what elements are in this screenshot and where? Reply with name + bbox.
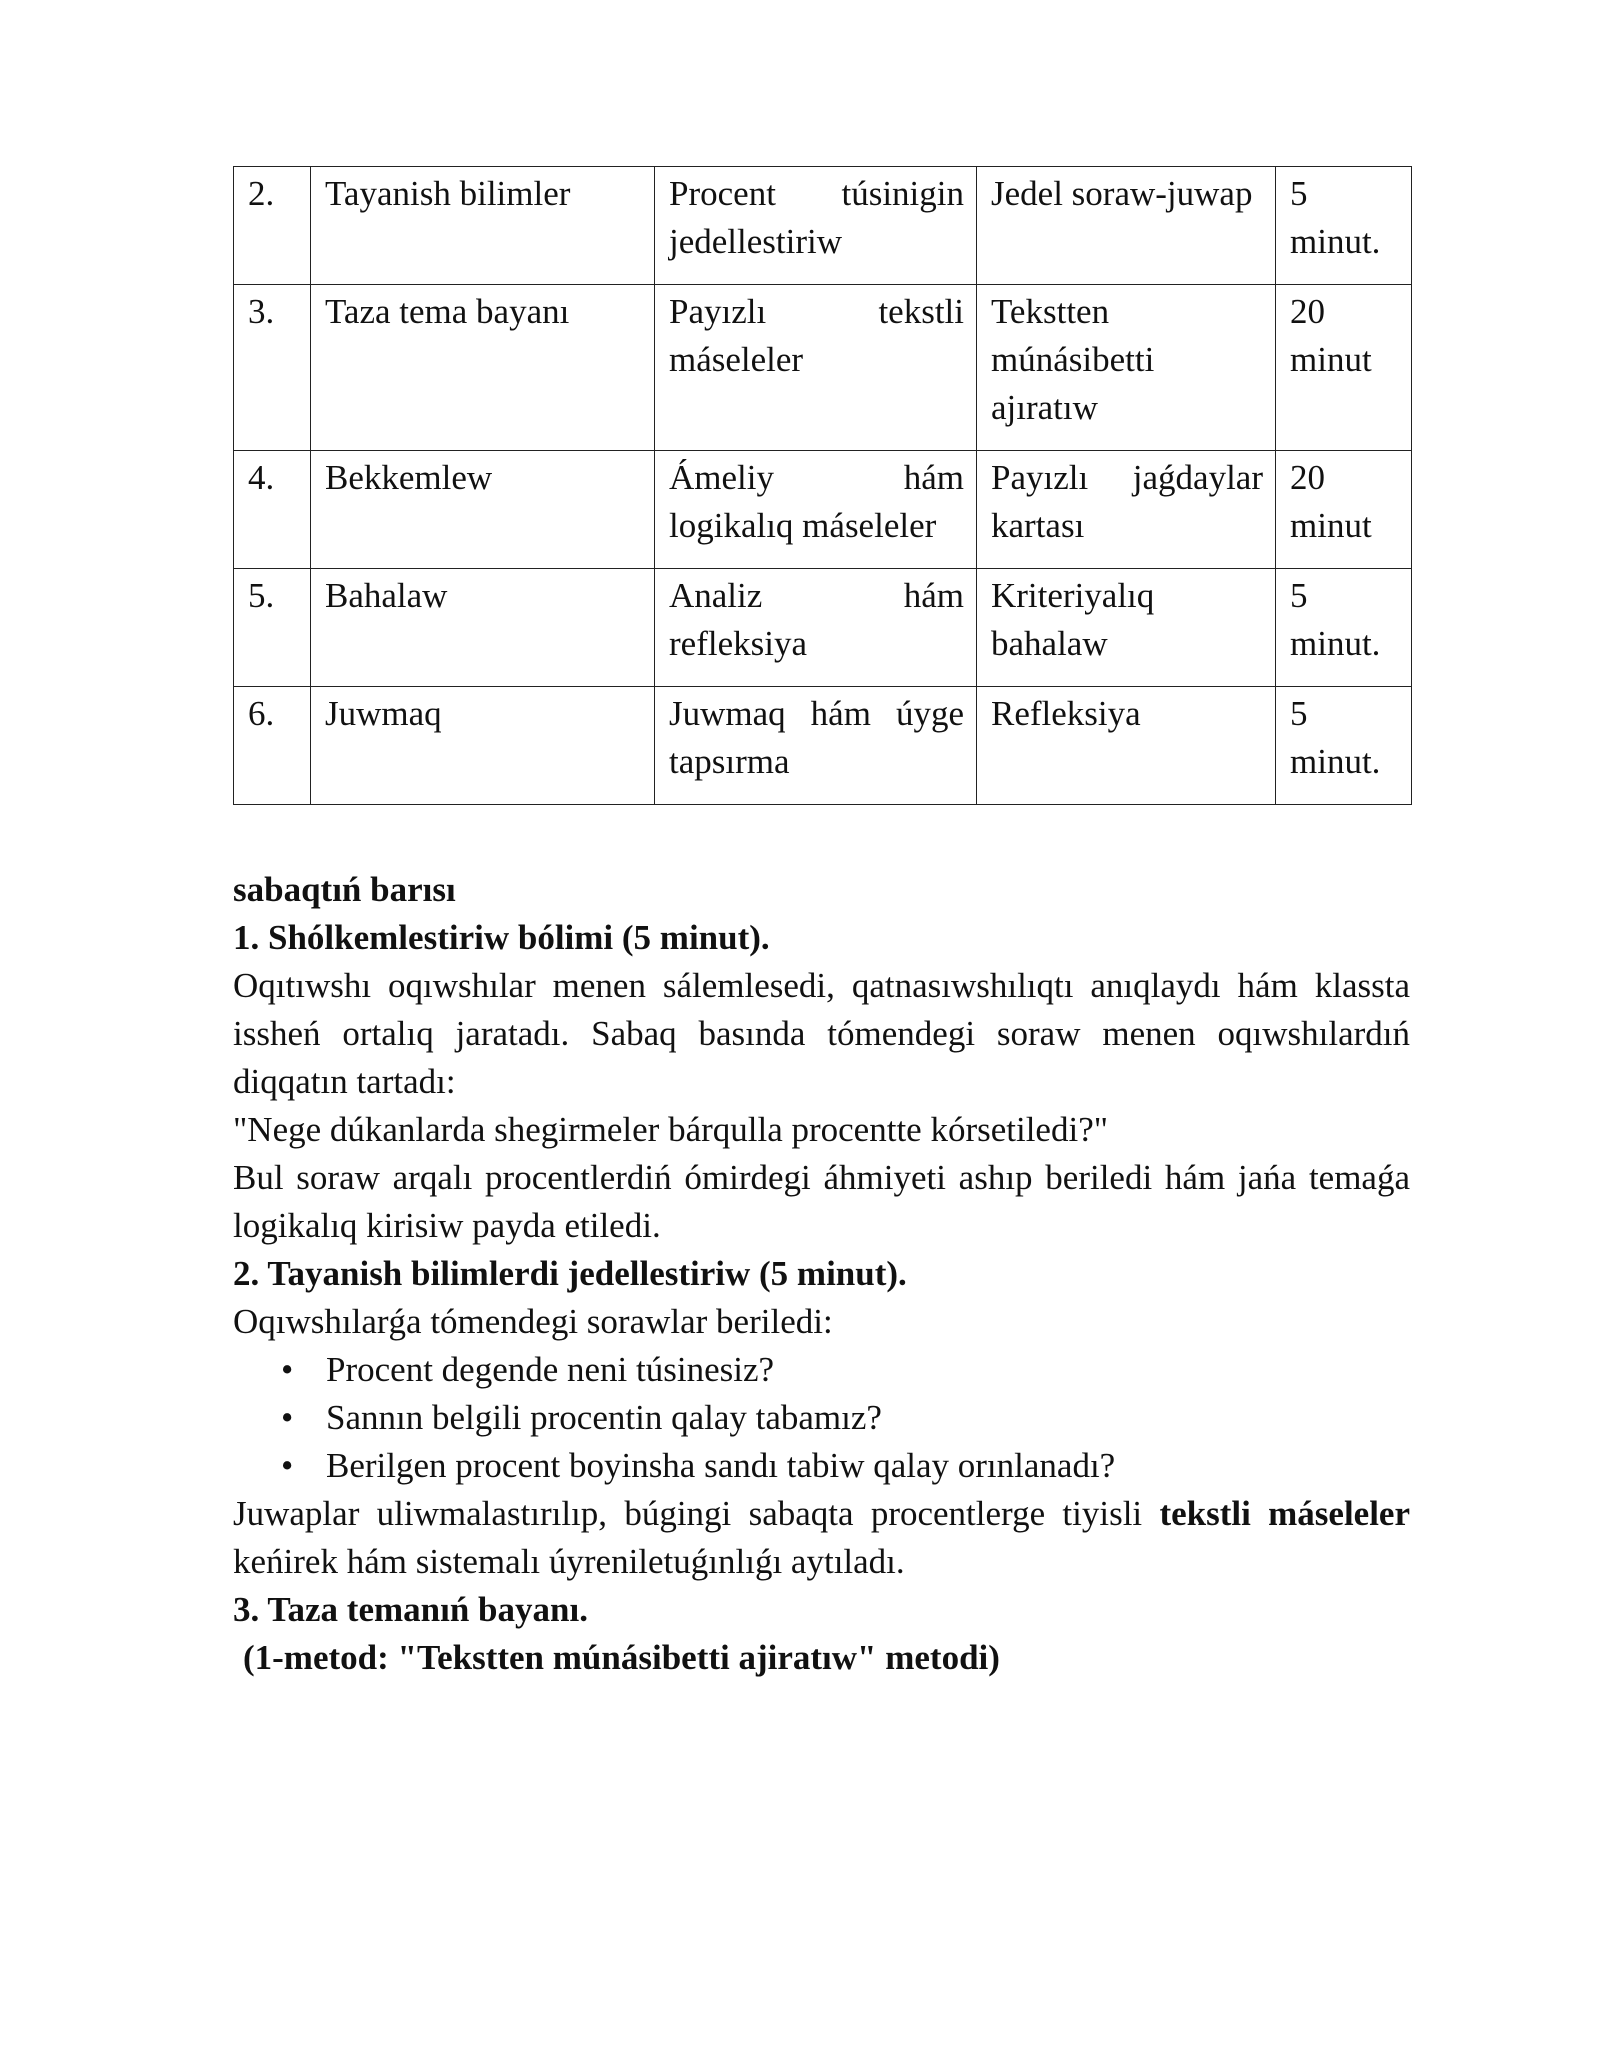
stage-cell: Bahalaw bbox=[311, 569, 655, 687]
section-1-paragraph: Oqıtıwshı oqıwshılar menen sálemlesedi, qatnasıwshılıqtı anıqlaydı hám klassta issheń ortalıq jaratadı. Sabaq basında tómendegi soraw menen oqıwshılardıń diqqatın tartadı: bbox=[233, 966, 1410, 1101]
table-row bbox=[234, 569, 1412, 687]
table-row bbox=[234, 285, 1412, 451]
row-number: 4. bbox=[234, 451, 311, 569]
section-1-paragraph-2: Bul soraw arqalı procentlerdiń ómirdegi áhmiyeti ashıp beriledi hám jańa temaǵa logikalıq kirisiw payda etiledi. bbox=[233, 1158, 1410, 1245]
bullet-icon: • bbox=[281, 1350, 294, 1389]
method-cell: Tekstten múnásibetti ajıratıw bbox=[977, 285, 1276, 451]
content-cell: Ámeliy hám logikalıq máseleler bbox=[655, 451, 977, 569]
table-row bbox=[234, 167, 1412, 285]
section-3-title: 3. Taza temanıń bayanı. bbox=[233, 1590, 588, 1629]
list-item-text: Sannın belgili procentin qalay tabamız? bbox=[326, 1398, 882, 1437]
section-2-title: 2. Tayanish bilimlerdi jedellestiriw (5 minut). bbox=[233, 1254, 907, 1293]
content-cell: Procent túsinigin jedellestiriw bbox=[655, 167, 977, 285]
section-2-intro: Oqıwshılarǵa tómendegi sorawlar beriledi: bbox=[233, 1302, 833, 1341]
bullet-icon: • bbox=[281, 1446, 294, 1485]
table-row bbox=[234, 451, 1412, 569]
table-row bbox=[234, 687, 1412, 805]
summary-text-bold: tekstli máseleler bbox=[1159, 1494, 1410, 1533]
lesson-heading: sabaqtıń barısı bbox=[233, 870, 456, 909]
stage-cell: Juwmaq bbox=[311, 687, 655, 805]
stage-cell: Bekkemlew bbox=[311, 451, 655, 569]
time-cell: 5 minut. bbox=[1276, 569, 1412, 687]
lesson-plan-table bbox=[233, 166, 1412, 805]
lesson-body bbox=[233, 866, 1410, 1682]
section-1-title: 1. Shólkemlestiriw bólimi (5 minut). bbox=[233, 918, 770, 957]
row-number: 5. bbox=[234, 569, 311, 687]
question-list bbox=[233, 1346, 1410, 1490]
stage-cell: Taza tema bayanı bbox=[311, 285, 655, 451]
row-number: 6. bbox=[234, 687, 311, 805]
list-item-text: Berilgen procent boyinsha sandı tabiw qalay orınlanadı? bbox=[326, 1446, 1116, 1485]
section-2-summary bbox=[233, 1490, 1410, 1586]
list-item bbox=[233, 1442, 1410, 1490]
bullet-icon: • bbox=[281, 1398, 294, 1437]
method-cell: Kriteriyalıq bahalaw bbox=[977, 569, 1276, 687]
section-1-quote: "Nege dúkanlarda shegirmeler bárqulla procentte kórsetiledi?" bbox=[233, 1110, 1109, 1149]
time-cell: 20 minut bbox=[1276, 285, 1412, 451]
content-cell: Analiz hám refleksiya bbox=[655, 569, 977, 687]
method-cell: Refleksiya bbox=[977, 687, 1276, 805]
summary-text-end: keńirek hám sistemalı úyreniletuǵınlıǵı aytıladı. bbox=[233, 1542, 905, 1581]
time-cell: 5 minut. bbox=[1276, 167, 1412, 285]
stage-cell: Tayanish bilimler bbox=[311, 167, 655, 285]
method-cell: Jedel soraw-juwap bbox=[977, 167, 1276, 285]
time-cell: 5 minut. bbox=[1276, 687, 1412, 805]
list-item bbox=[233, 1394, 1410, 1442]
method-cell: Payızlı jaǵdaylar kartası bbox=[977, 451, 1276, 569]
row-number: 3. bbox=[234, 285, 311, 451]
section-3-method: (1-metod: "Tekstten múnásibetti ajiratıw" metodi) bbox=[243, 1638, 1000, 1677]
summary-text-start: Juwaplar uliwmalastırılıp, búgingi sabaqta procentlerge tiyisli bbox=[233, 1494, 1160, 1533]
list-item-text: Procent degende neni túsinesiz? bbox=[326, 1350, 775, 1389]
time-cell: 20 minut bbox=[1276, 451, 1412, 569]
row-number: 2. bbox=[234, 167, 311, 285]
content-cell: Juwmaq hám úyge tapsırma bbox=[655, 687, 977, 805]
list-item bbox=[233, 1346, 1410, 1394]
content-cell: Payızlı tekstli máseleler bbox=[655, 285, 977, 451]
